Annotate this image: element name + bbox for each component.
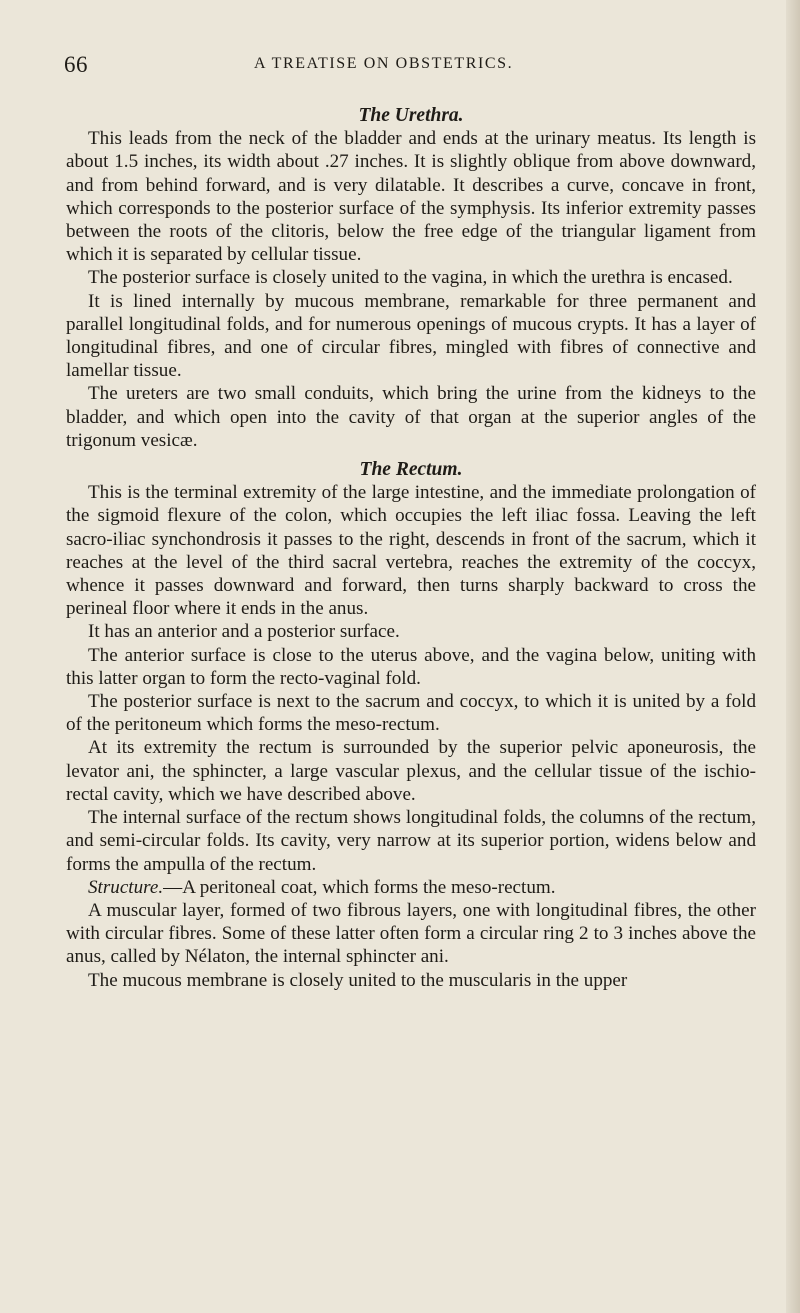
- paragraph: This leads from the neck of the bladder and ends at the urinary meatus. Its length is about 1.5 inches, its width about .27 inches. It is slightly oblique from above downward, and from behind forward, and is very dilatable. It describes a curve, concave in front, which corresponds to the posterior surface of the symphysis. Its inferior extremity passes between the roots of the clitoris, below the free edge of the triangular ligament from which it is separated by cellular tissue.: [66, 128, 756, 266]
- running-head: A TREATISE ON OBSTETRICS.: [254, 55, 514, 72]
- page-body: [66, 104, 756, 992]
- paragraph: The posterior surface is closely united to the vagina, in which the urethra is encased.: [88, 267, 733, 289]
- page-edge: [786, 0, 800, 1313]
- paragraph-structure: [66, 876, 756, 899]
- paragraph: The mucous membrane is closely united to the muscularis in the upper: [88, 969, 628, 991]
- paragraph: A muscular layer, formed of two fibrous layers, one with longitudinal fibres, the other with circular fibres. Some of these latter often form a circular ring 2 to 3 inches above the anus, called by Nélaton, the internal sphincter ani.: [66, 899, 756, 968]
- paragraph: It is lined internally by mucous membrane, remarkable for three permanent and parallel longitudinal folds, and for numerous openings of mucous crypts. It has a layer of longitudinal fibres, and one of circular fibres, mingled with fibres of connective and lamellar tissue.: [66, 290, 756, 382]
- structure-label: Structure.: [88, 876, 164, 898]
- structure-text: —A peritoneal coat, which forms the meso-rectum.: [163, 876, 556, 898]
- section-title-urethra: The Urethra.: [358, 105, 464, 126]
- paragraph: At its extremity the rectum is surrounded by the superior pelvic aponeurosis, the levator ani, the sphincter, a large vascular plexus, and the cellular tissue of the ischio-rectal cavity, which we have described above.: [66, 737, 756, 805]
- paragraph: The posterior surface is next to the sacrum and coccyx, to which it is united by a fold of the peritoneum which forms the meso-rectum.: [66, 691, 756, 736]
- paragraph: The anterior surface is close to the uterus above, and the vagina below, uniting with this latter organ to form the recto-vaginal fold.: [66, 644, 756, 689]
- section-title-rectum: The Rectum.: [359, 459, 463, 481]
- paragraph: The ureters are two small conduits, which bring the urine from the kidneys to the bladder, and which open into the cavity of that organ at the superior angles of the trigonum vesicæ.: [66, 383, 756, 451]
- page-number: 66: [64, 52, 88, 77]
- paragraph: The internal surface of the rectum shows longitudinal folds, the columns of the rectum, and semi-circular folds. Its cavity, very narrow at its superior portion, widens below and forms the ampulla of the rectum.: [66, 807, 756, 875]
- paragraph: It has an anterior and a posterior surface.: [88, 621, 400, 643]
- paragraph: This is the terminal extremity of the large intestine, and the immediate prolongation of the sigmoid flexure of the colon, which occupies the left iliac fossa. Leaving the left sacro-iliac synchondrosis it passes to the right, descends in front of the sacrum, which it reaches at the level of the third sacral vertebra, reaches the extremity of the coccyx, whence it passes downward and forward, then turns sharply backward to cross the perineal floor where it ends in the anus.: [66, 482, 756, 620]
